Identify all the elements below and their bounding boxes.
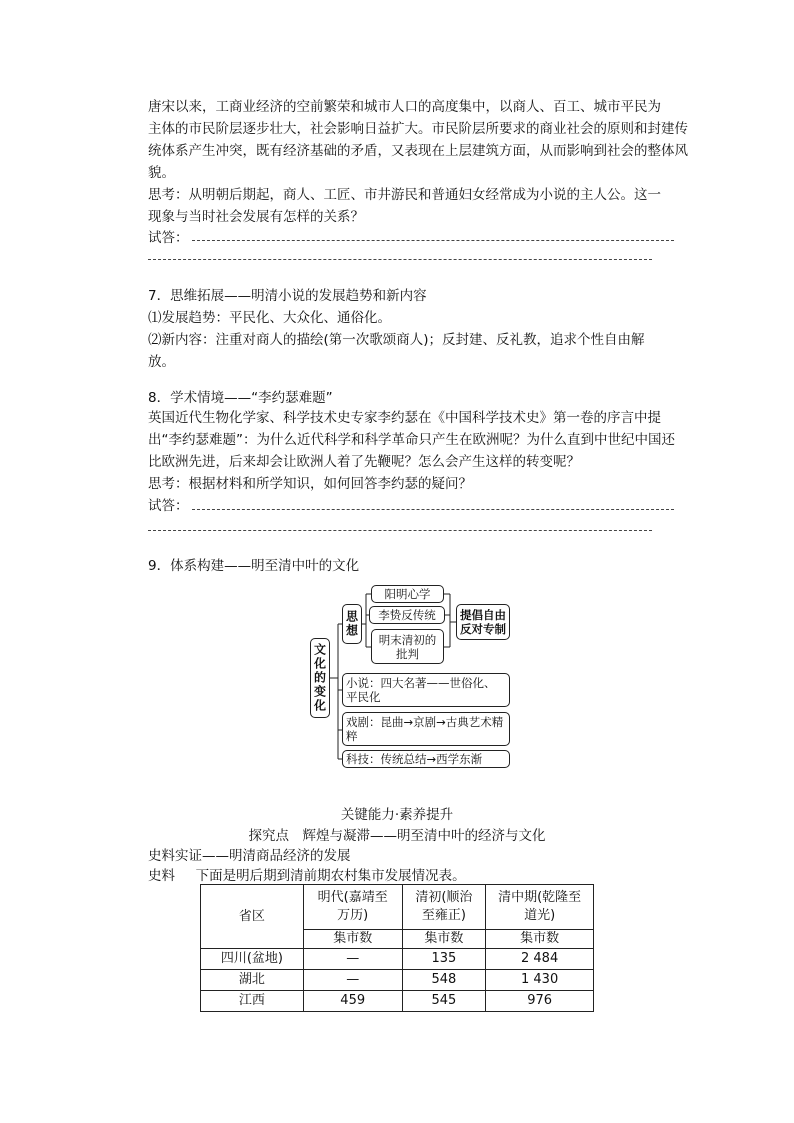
table-cell: — — [303, 970, 402, 991]
section8-title: 8．学术情境——“李约瑟难题” — [148, 390, 333, 406]
section7-line-2: ⑵新内容：注重对商人的描绘(第一次歌颂商人)；反封建、反礼教，追求个性自由解 — [148, 332, 645, 348]
table-cell: 548 — [402, 970, 486, 991]
table-cell: 135 — [402, 949, 486, 970]
table-cell: — — [303, 949, 402, 970]
source-line — [148, 866, 466, 886]
section8-line-3: 比欧洲先进，后来却会让欧洲人着了先鞭呢？怎么会产生这样的转变呢？ — [148, 454, 580, 470]
diagram-novel: 小说：四大名著——世俗化、平民化 — [342, 673, 510, 707]
section7-line-3: 放。 — [148, 354, 175, 370]
table-cell-province: 湖北 — [201, 970, 304, 991]
capability-heading: 关键能力·素养提升 — [340, 807, 454, 823]
intro-answer-label: 试答： — [148, 230, 189, 246]
source-label: 史料 — [148, 868, 175, 884]
table-header-period-3: 清中期(乾隆至道光) — [486, 885, 594, 930]
diagram-thought-result: 提倡自由反对专制 — [456, 604, 510, 640]
table-header-period-1: 明代(嘉靖至万历) — [303, 885, 402, 930]
intro-line-1: 唐宋以来，工商业经济的空前繁荣和城市人口的高度集中，以商人、百工、城市平民为 — [148, 99, 661, 115]
intro-line-2: 主体的市民阶层逐步壮大，社会影响日益扩大。市民阶层所要求的商业社会的原则和封建传 — [148, 121, 688, 137]
table-subheader-2: 集市数 — [402, 930, 486, 949]
table-row — [201, 991, 594, 1012]
table-row — [201, 970, 594, 991]
intro-line-3: 统体系产生冲突，既有经济基础的矛盾，又表现在上层建筑方面，从而影响到社会的整体风 — [148, 143, 688, 159]
market-table — [200, 884, 594, 1012]
table-cell: 459 — [303, 991, 402, 1012]
section9-title: 9．体系构建——明至清中叶的文化 — [148, 558, 360, 574]
table-cell-province: 四川(盆地) — [201, 949, 304, 970]
diagram-tech: 科技：传统总结→西学东渐 — [342, 750, 510, 768]
section8-think: 思考：根据材料和所学知识，如何回答李约瑟的疑问？ — [148, 476, 472, 492]
intro-line-4: 貌。 — [148, 165, 175, 181]
diagram-drama: 戏剧：昆曲→京剧→古典艺术精粹 — [342, 712, 510, 746]
table-cell-province: 江西 — [201, 991, 304, 1012]
diagram-thought-item-1: 阳明心学 — [371, 585, 444, 603]
source-text: 下面是明后期到清前期农村集市发展情况表。 — [195, 868, 466, 884]
intro-think-line-2: 现象与当时社会发展有怎样的关系？ — [148, 209, 364, 225]
evidence-title: 史料实证——明清商品经济的发展 — [148, 848, 351, 864]
table-cell: 1 430 — [486, 970, 594, 991]
diagram-thought-item-3: 明末清初的批判 — [371, 629, 444, 664]
table-row — [201, 949, 594, 970]
section7-title: 7．思维拓展——明清小说的发展趋势和新内容 — [148, 288, 427, 304]
table-header-period-2: 清初(顺治至雍正) — [402, 885, 486, 930]
table-cell: 2 484 — [486, 949, 594, 970]
diagram-thought-item-2: 李贽反传统 — [369, 606, 445, 624]
section8-line-1: 英国近代生物化学家、科学技术史专家李约瑟在《中国科学技术史》第一卷的序言中提 — [148, 410, 661, 426]
diagram-thought: 思想 — [342, 604, 362, 644]
section7-line-1: ⑴发展趋势：平民化、大众化、通俗化。 — [148, 310, 391, 326]
table-header-province: 省区 — [201, 885, 304, 949]
table-cell: 545 — [402, 991, 486, 1012]
diagram-root: 文化的变化 — [310, 638, 330, 718]
table-subheader-3: 集市数 — [486, 930, 594, 949]
table-cell: 976 — [486, 991, 594, 1012]
intro-think-line-1: 思考：从明朝后期起，商人、工匠、市井游民和普通妇女经常成为小说的主人公。这一 — [148, 187, 661, 203]
section8-line-2: 出“李约瑟难题”：为什么近代科学和科学革命只产生在欧洲呢？为什么直到中世纪中国还 — [148, 432, 675, 448]
table-subheader-1: 集市数 — [303, 930, 402, 949]
section8-answer-label: 试答： — [148, 498, 189, 514]
capability-subheading: 探究点 辉煌与凝滞——明至清中叶的经济与文化 — [248, 828, 546, 844]
